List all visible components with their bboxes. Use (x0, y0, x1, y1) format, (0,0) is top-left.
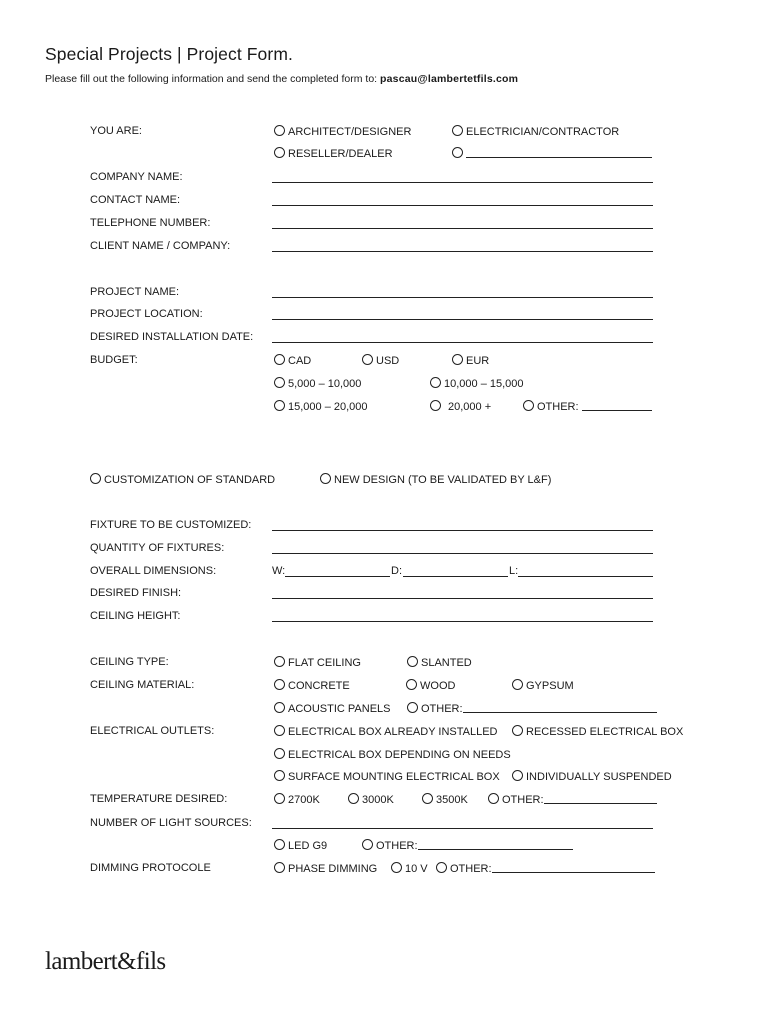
option-label: WOOD (420, 680, 456, 692)
option-electrician-contractor[interactable] (452, 125, 619, 138)
option-individually-suspended[interactable] (512, 770, 672, 783)
light-sources-field[interactable] (272, 828, 653, 829)
option-architect-designer[interactable] (274, 125, 411, 138)
option-label: LED G9 (288, 840, 328, 852)
option-label: 10 V (405, 863, 428, 875)
option-label: RESELLER/DEALER (288, 148, 393, 160)
option-label: ACOUSTIC PANELS (288, 703, 391, 715)
radio-icon[interactable] (274, 400, 285, 411)
option-label: 2700K (288, 794, 320, 806)
radio-icon[interactable] (512, 725, 523, 736)
option-label: 15,000 – 20,000 (288, 401, 368, 413)
option-temperature-other[interactable] (488, 793, 657, 806)
radio-icon[interactable] (406, 679, 417, 690)
dimensions-label: OVERALL DIMENSIONS: (90, 565, 217, 577)
option-concrete[interactable] (274, 679, 350, 692)
option-label: INDIVIDUALLY SUSPENDED (526, 771, 672, 783)
radio-icon[interactable] (430, 400, 441, 411)
option-light-source-other[interactable] (362, 839, 573, 852)
installation-date-label: DESIRED INSTALLATION DATE: (90, 331, 254, 343)
radio-icon[interactable] (452, 354, 463, 365)
radio-icon[interactable] (512, 679, 523, 690)
project-location-field[interactable] (272, 319, 653, 320)
option-label: 3000K (362, 794, 394, 806)
dimension-w-prefix: W: (272, 565, 286, 577)
radio-icon[interactable] (274, 679, 285, 690)
client-name-field[interactable] (272, 251, 653, 252)
electrical-outlets-label: ELECTRICAL OUTLETS: (90, 725, 215, 737)
option-eur[interactable] (452, 354, 489, 367)
option-label: 3500K (436, 794, 468, 806)
option-budget-5000-10000[interactable] (274, 377, 361, 390)
dimming-protocol-label: DIMMING PROTOCOLE (90, 862, 211, 874)
dimension-d-field[interactable] (403, 576, 508, 577)
option-label: FLAT CEILING (288, 657, 361, 669)
option-label: GYPSUM (526, 680, 574, 692)
option-budget-10000-15000[interactable] (430, 377, 524, 390)
option-customization-of-standard[interactable] (90, 473, 275, 486)
radio-icon[interactable] (391, 862, 402, 873)
project-name-label: PROJECT NAME: (90, 286, 180, 298)
radio-icon[interactable] (362, 354, 373, 365)
option-new-design[interactable] (320, 473, 551, 486)
dimension-d-prefix: D: (391, 565, 402, 577)
company-name-label: COMPANY NAME: (90, 171, 183, 183)
light-sources-label: NUMBER OF LIGHT SOURCES: (90, 817, 252, 829)
telephone-number-label: TELEPHONE NUMBER: (90, 217, 211, 229)
dimension-w-field[interactable] (285, 576, 390, 577)
option-2700k[interactable] (274, 793, 320, 806)
option-label: OTHER: (537, 401, 579, 413)
option-label: 20,000 + (448, 401, 492, 413)
radio-icon[interactable] (523, 400, 534, 411)
radio-icon[interactable] (274, 702, 285, 713)
instructions-text: Please fill out the following information and send the completed form to: (45, 73, 381, 85)
option-label: SLANTED (421, 657, 472, 669)
radio-icon[interactable] (512, 770, 523, 781)
option-dimming-other[interactable] (436, 862, 655, 875)
light-source-other-field[interactable] (418, 840, 573, 850)
fixture-customized-field[interactable] (272, 530, 653, 531)
radio-icon[interactable] (274, 793, 285, 804)
radio-icon[interactable] (274, 656, 285, 667)
ceiling-material-label: CEILING MATERIAL: (90, 679, 195, 691)
other-role-field[interactable] (466, 148, 652, 158)
radio-icon[interactable] (422, 793, 433, 804)
page-title: Special Projects | Project Form. (45, 44, 293, 64)
radio-icon[interactable] (436, 862, 447, 873)
option-acoustic-panels[interactable] (274, 702, 391, 715)
option-label: CAD (288, 355, 312, 367)
option-label: PHASE DIMMING (288, 863, 378, 875)
option-10v[interactable] (391, 862, 428, 875)
option-label: CUSTOMIZATION OF STANDARD (104, 474, 276, 486)
ceiling-height-label: CEILING HEIGHT: (90, 610, 181, 622)
radio-icon[interactable] (407, 656, 418, 667)
temperature-label: TEMPERATURE DESIRED: (90, 793, 228, 805)
desired-finish-field[interactable] (272, 598, 653, 599)
quantity-field[interactable] (272, 553, 653, 554)
contact-name-label: CONTACT NAME: (90, 194, 181, 206)
option-budget-20000-plus[interactable] (430, 400, 491, 413)
option-cad[interactable] (274, 354, 311, 367)
contact-name-field[interactable] (272, 205, 653, 206)
radio-icon[interactable] (274, 748, 285, 759)
option-label: 5,000 – 10,000 (288, 378, 362, 390)
ceiling-height-field[interactable] (272, 621, 653, 622)
radio-icon[interactable] (452, 147, 463, 158)
radio-icon[interactable] (274, 354, 285, 365)
option-label: RECESSED ELECTRICAL BOX (526, 726, 684, 738)
client-name-label: CLIENT NAME / COMPANY: (90, 240, 231, 252)
fixture-customized-label: FIXTURE TO BE CUSTOMIZED: (90, 519, 252, 531)
contact-email[interactable]: pascau@lambertetfils.com (380, 73, 519, 85)
option-label: ELECTRICIAN/CONTRACTOR (466, 126, 620, 138)
option-other-role[interactable] (452, 147, 652, 160)
option-led-g9[interactable] (274, 839, 327, 852)
radio-icon[interactable] (452, 125, 463, 136)
radio-icon[interactable] (274, 725, 285, 736)
option-phase-dimming[interactable] (274, 862, 377, 875)
radio-icon[interactable] (348, 793, 359, 804)
option-usd[interactable] (362, 354, 399, 367)
desired-finish-label: DESIRED FINISH: (90, 587, 182, 599)
option-label: CONCRETE (288, 680, 350, 692)
radio-icon[interactable] (90, 473, 101, 484)
option-label: USD (376, 355, 400, 367)
radio-icon[interactable] (274, 147, 285, 158)
option-material-other[interactable] (407, 702, 657, 715)
option-label: OTHER: (450, 863, 492, 875)
budget-label: BUDGET: (90, 354, 138, 366)
project-location-label: PROJECT LOCATION: (90, 308, 203, 320)
dimming-other-field[interactable] (492, 863, 655, 873)
option-flat-ceiling[interactable] (274, 656, 361, 669)
option-label: SURFACE MOUNTING ELECTRICAL BOX (288, 771, 500, 783)
option-label: NEW DESIGN (TO BE VALIDATED BY L&F) (334, 474, 552, 486)
quantity-label: QUANTITY OF FIXTURES: (90, 542, 225, 554)
budget-other-field[interactable] (582, 401, 652, 411)
radio-icon[interactable] (407, 702, 418, 713)
you-are-label: YOU ARE: (90, 125, 142, 137)
option-label: ELECTRICAL BOX ALREADY INSTALLED (288, 726, 498, 738)
option-3000k[interactable] (348, 793, 394, 806)
option-label: OTHER: (376, 840, 418, 852)
option-gypsum[interactable] (512, 679, 574, 692)
material-other-field[interactable] (463, 703, 657, 713)
option-label: OTHER: (502, 794, 544, 806)
option-label: 10,000 – 15,000 (444, 378, 524, 390)
option-budget-15000-20000[interactable] (274, 400, 368, 413)
project-name-field[interactable] (272, 297, 653, 298)
telephone-number-field[interactable] (272, 228, 653, 229)
option-slanted[interactable] (407, 656, 472, 669)
radio-icon[interactable] (362, 839, 373, 850)
radio-icon[interactable] (488, 793, 499, 804)
option-budget-other[interactable] (523, 400, 652, 413)
option-box-depending-on-needs[interactable] (274, 748, 511, 761)
option-recessed-box[interactable] (512, 725, 683, 738)
company-name-field[interactable] (272, 182, 653, 183)
radio-icon[interactable] (274, 377, 285, 388)
installation-date-field[interactable] (272, 342, 653, 343)
option-wood[interactable] (406, 679, 455, 692)
ceiling-type-label: CEILING TYPE: (90, 656, 169, 668)
option-3500k[interactable] (422, 793, 468, 806)
lambert-fils-logo: lambert&fils (45, 948, 166, 975)
form-instructions (45, 73, 518, 85)
temperature-other-field[interactable] (544, 794, 657, 804)
option-label: ARCHITECT/DESIGNER (288, 126, 412, 138)
option-surface-mounting-box[interactable] (274, 770, 500, 783)
dimension-l-field[interactable] (518, 576, 653, 577)
radio-icon[interactable] (274, 862, 285, 873)
option-label: ELECTRICAL BOX DEPENDING ON NEEDS (288, 749, 511, 761)
option-label: OTHER: (421, 703, 463, 715)
radio-icon[interactable] (320, 473, 331, 484)
dimension-l-prefix: L: (509, 565, 519, 577)
option-reseller-dealer[interactable] (274, 147, 393, 160)
radio-icon[interactable] (274, 770, 285, 781)
option-label: EUR (466, 355, 490, 367)
option-box-already-installed[interactable] (274, 725, 497, 738)
radio-icon[interactable] (430, 377, 441, 388)
radio-icon[interactable] (274, 839, 285, 850)
radio-icon[interactable] (274, 125, 285, 136)
